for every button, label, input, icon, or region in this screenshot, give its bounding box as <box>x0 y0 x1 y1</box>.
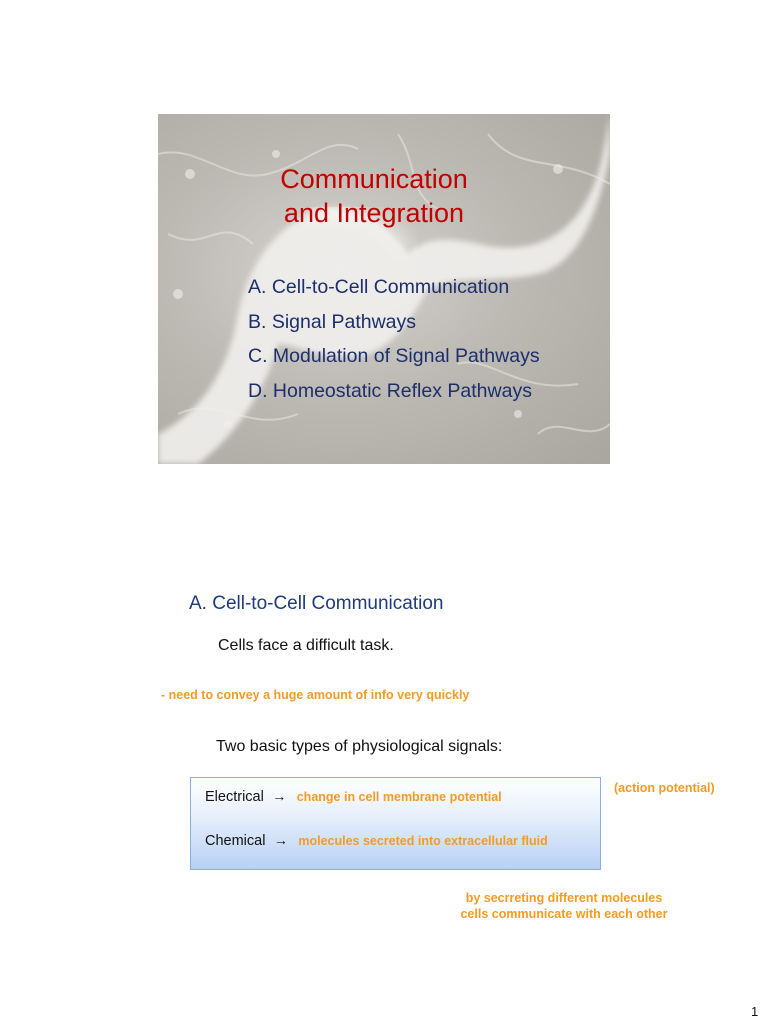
title-slide <box>158 114 610 464</box>
topic-item: A. Cell-to-Cell Communication <box>248 276 510 298</box>
annotation-info-speed: - need to convey a huge amount of info very quickly <box>161 688 470 702</box>
signal-types-box <box>190 777 601 870</box>
annotation-action-potential: (action potential) <box>614 781 715 795</box>
signals-heading: Two basic types of physiological signals: <box>216 738 503 755</box>
signal-name: Chemical <box>205 833 266 849</box>
slide-title-line-1: Communication <box>280 164 468 194</box>
page-number: 1 <box>751 1004 759 1019</box>
slide-title-line-2: and Integration <box>283 198 465 228</box>
slide-title <box>258 162 490 230</box>
topic-item: D. Homeostatic Reflex Pathways <box>248 379 532 402</box>
signal-description: change in cell membrane potential <box>296 790 502 804</box>
section-heading: A. Cell-to-Cell Communication <box>189 593 444 614</box>
topic-item: C. Modulation of Signal Pathways <box>248 345 540 367</box>
topic-list <box>248 270 540 408</box>
annotation-secretion <box>440 890 688 922</box>
annotation-line-1: by secrreting different molecules <box>465 891 663 905</box>
right-arrow-icon: → <box>272 788 287 804</box>
topic-item: B. Signal Pathways <box>248 310 417 333</box>
signal-row-electrical <box>205 788 502 806</box>
signal-name: Electrical <box>205 789 264 805</box>
signal-description: molecules secreted into extracellular fluid <box>298 834 548 848</box>
signal-row-chemical <box>205 832 548 850</box>
annotation-line-2: cells communicate with each other <box>460 907 668 921</box>
intro-text: Cells face a difficult task. <box>218 637 394 654</box>
right-arrow-icon: → <box>273 832 288 848</box>
